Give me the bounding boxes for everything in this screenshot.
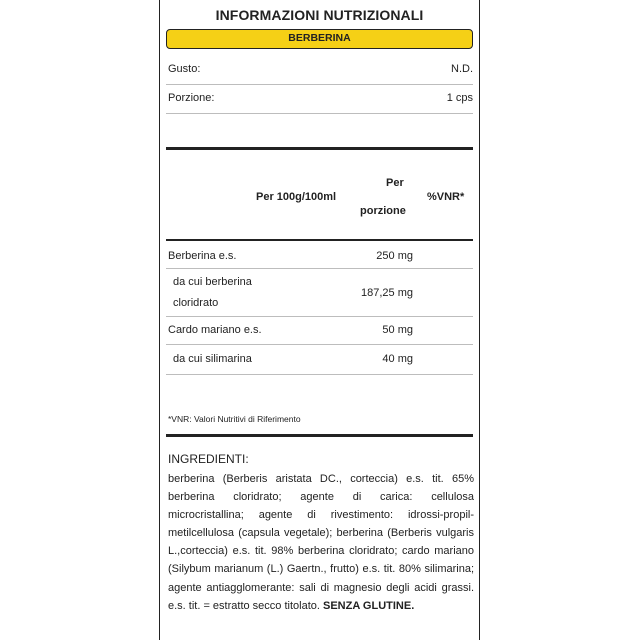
divider [166,344,473,345]
thick-divider [166,147,473,150]
product-name-bar: BERBERINA [166,29,473,49]
serving-label: Porzione: [168,92,215,104]
ingredients-text [168,470,474,615]
divider [166,84,473,85]
divider [166,113,473,114]
divider [166,374,473,375]
divider [166,268,473,269]
nutrient-per-serving: 50 mg [382,324,413,336]
header-vnr: %VNR* [427,191,465,203]
serving-value: 1 cps [446,92,473,104]
gluten-free-note: SENZA GLUTINE. [323,599,415,612]
nutrient-per-serving: 187,25 mg [361,287,413,299]
header-per-serving-line2: porzione [360,205,406,217]
vnr-footnote: *VNR: Valori Nutritivi di Riferimento [168,414,301,424]
label-title: INFORMAZIONI NUTRIZIONALI [215,7,424,23]
nutrient-per-serving: 40 mg [382,353,413,365]
nutrient-per-serving: 250 mg [376,250,413,262]
header-per-100: Per 100g/100ml [256,191,337,203]
ingredients-title: INGREDIENTI: [168,452,249,466]
header-divider [166,239,473,241]
taste-label: Gusto: [168,63,201,75]
nutrient-name-continued: cloridrato [173,297,219,309]
taste-value: N.D. [451,63,473,75]
nutrient-name: da cui berberina [173,276,252,288]
ingredients-body: berberina (Berberis aristata DC., corteccia) e.s. tit. 65% berberina cloridrato; agente di carica: cellulosa microcristallina; agente di rivestimento: idrossi-propil-metilcellulosa (capsula vegetale); berberina (Berberis vulgaris L.,corteccia) e.s. tit. 98% berberina cloridrato; cardo mariano (Silybum marianum (L.) Gaertn., frutto) e.s. tit. 80% silimarina; agente antiagglomerante: sali di magnesio degli acidi grassi. e.s. tit. = estratto secco titolato. [168,473,474,612]
divider [166,316,473,317]
thick-divider [166,434,473,437]
nutrient-name: Cardo mariano e.s. [168,324,262,336]
nutrient-name: Berberina e.s. [168,250,237,262]
header-per-serving-line1: Per [386,177,404,189]
nutrient-name: da cui silimarina [173,353,252,365]
